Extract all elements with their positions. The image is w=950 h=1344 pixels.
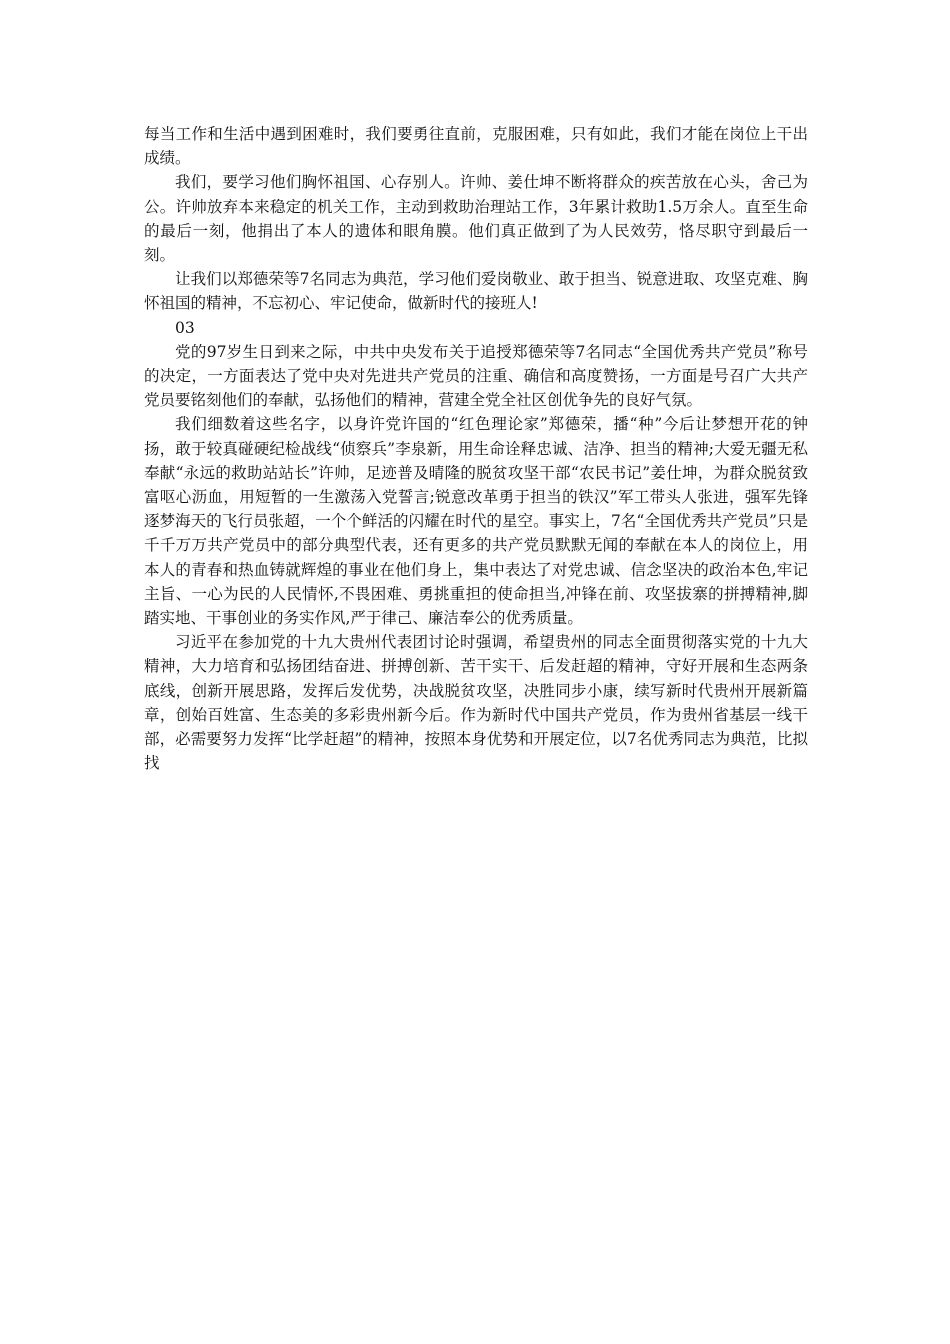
paragraph-6: 习近平在参加党的十九大贵州代表团讨论时强调，希望贵州的同志全面贯彻落实党的十九大精神，大力培育和弘扬团结奋进、拼搏创新、苦干实干、后发赶超的精神，守好开展和生态两条底线，创新开展思路，发挥后发优势，决战脱贫攻坚，决胜同步小康，续写新时代贵州开展新篇章，创始百姓富、生态美的多彩贵州新今后。作为新时代中国共产党员，作为贵州省基层一线干部，必需要努力发挥“比学赶超”的精神，按照本身优势和开展定位，以7名优秀同志为典范，比拟找 — [144, 633, 808, 773]
paragraph-1: 每当工作和生活中遇到困难时，我们要勇往直前，克服困难，只有如此，我们才能在岗位上干出成绩。 — [144, 125, 808, 168]
paragraph-4: 党的97岁生日到来之际，中共中央发布关于追授郑德荣等7名同志“全国优秀共产党员”称号的决定，一方面表达了党中央对先进共产党员的注重、确信和高度赞扬，一方面是号召广大共产党员要铭刻他们的奉献，弘扬他们的精神，营建全党全社区创优争先的良好气氛。 — [144, 342, 808, 410]
section-number: 03 — [175, 318, 195, 337]
paragraph-3: 让我们以郑德荣等7名同志为典范，学习他们爱岗敬业、敢于担当、锐意进取、攻坚克难、胸怀祖国的精神，不忘初心、牢记使命，做新时代的接班人! — [144, 270, 808, 313]
document-body — [144, 122, 808, 775]
paragraph-5: 我们细数着这些名字，以身许党许国的“红色理论家”郑德荣，播“种”今后让梦想开花的钟扬，敢于较真碰硬纪检战线“侦察兵”李泉新，用生命诠释忠诚、洁净、担当的精神;大爱无疆无私奉献“永远的救助站站长”许帅，足迹普及晴隆的脱贫攻坚干部“农民书记”姜仕坤，为群众脱贫致富呕心沥血，用短暂的一生激荡入党誓言;锐意改革勇于担当的铁汉”军工带头人张进，强军先锋逐梦海天的飞行员张超，一个个鲜活的闪耀在时代的星空。事实上，7名“全国优秀共产党员”只是千千万万共产党员中的部分典型代表，还有更多的共产党员默默无闻的奉献在本人的岗位上，用本人的青春和热血铸就辉煌的事业在他们身上，集中表达了对党忠诚、信念坚决的政治本色,牢记主旨、一心为民的人民情怀,不畏困难、勇挑重担的使命担当,冲锋在前、攻坚拔寨的拼搏精神,脚踏实地、干事创业的务实作风,严于律己、廉洁奉公的优秀质量。 — [144, 415, 808, 628]
paragraph-2: 我们，要学习他们胸怀祖国、心存别人。许帅、姜仕坤不断将群众的疾苦放在心头，舍己为公。许帅放弃本来稳定的机关工作，主动到救助治理站工作，3年累计救助1.5万余人。直至生命的最后一刻，他捐出了本人的遗体和眼角膜。他们真正做到了为人民效劳，恪尽职守到最后一刻。 — [144, 173, 808, 265]
